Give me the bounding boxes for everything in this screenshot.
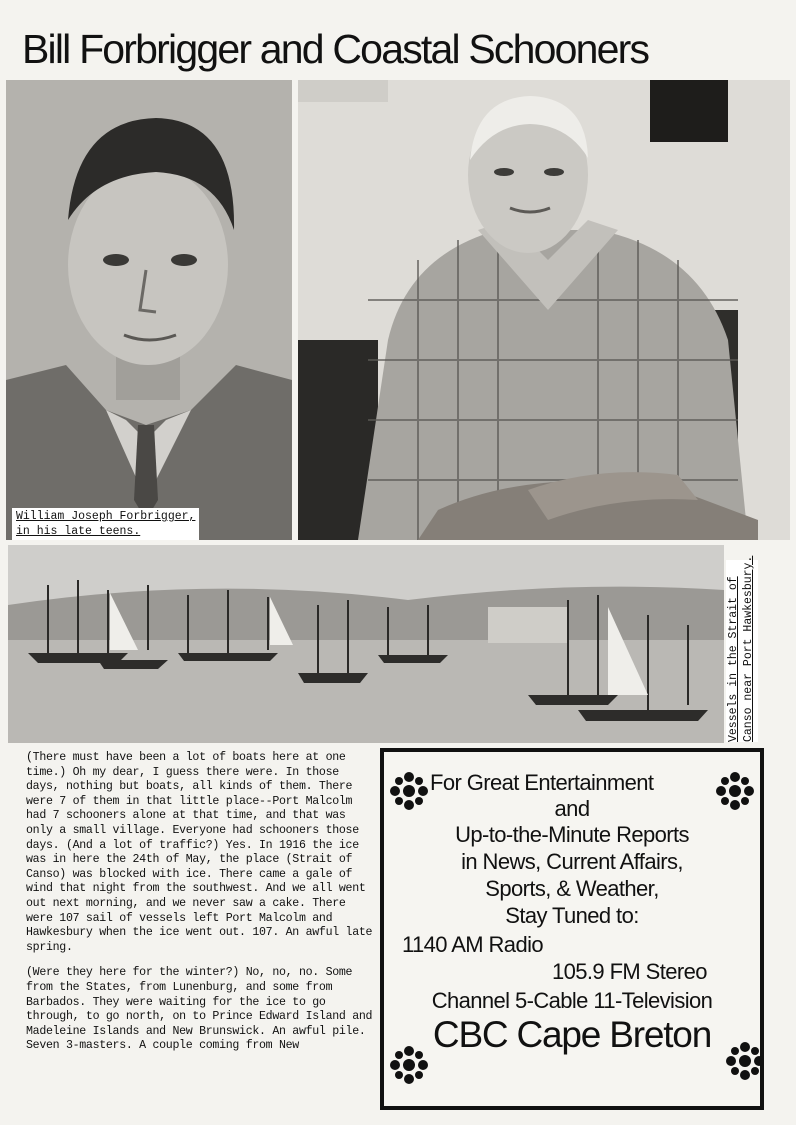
ad-line-stay-tuned: Stay Tuned to: (505, 903, 639, 928)
caption-harbour-photo (726, 555, 758, 742)
caption-young-photo (12, 508, 199, 540)
article-body (26, 751, 374, 1065)
portrait-photo-young (6, 80, 292, 540)
ad-line-am-radio: 1140 AM Radio (402, 932, 544, 957)
ad-brand-name: CBC Cape Breton (432, 1014, 712, 1055)
page-title: Bill Forbrigger and Coastal Schooners (22, 26, 649, 72)
article-paragraph-1: (There must have been a lot of boats here at one time.) Oh my dear, I guess there were. In those days, nothing but boats, all kinds of them. There were 7 of them in that little place--Port Malcolm had 7 schooners alone at that time, and that was only a small village. Everyone had schooners those days. (And a lot of traffic?) Yes. In 1916 the ice was in here the 24th of May, the place (Strait of Canso) was blocked with ice. There came a gale of wind that night from the southwest. And we all went out next morning, and we never saw a cake. There were 107 sail of vessels left Port Malcolm and Hawkesbury when the ice went out. 107. An awful late spring. (26, 751, 373, 954)
ad-line-television: Channel 5-Cable 11-Television (431, 988, 713, 1013)
ad-line-sports: Sports, & Weather, (485, 876, 659, 901)
portrait-young-drawing (6, 80, 292, 540)
ad-line-entertainment: For Great Entertainment (430, 770, 654, 795)
harbour-photo (8, 545, 724, 743)
portrait-old-drawing (298, 80, 790, 540)
caption-young-line2: in his late teens. (16, 525, 141, 538)
caption-harbour-line2: Canso near Port Hawkesbury. (742, 555, 755, 742)
harbour-drawing (8, 545, 724, 743)
ad-line-news: in News, Current Affairs, (461, 849, 683, 874)
ad-line-and: and (554, 796, 590, 821)
caption-harbour-line1: Vessels in the Strait of (727, 576, 740, 742)
caption-young-line1: William Joseph Forbrigger, (16, 510, 196, 523)
ad-line-reports: Up-to-the-Minute Reports (455, 822, 689, 847)
cbc-advertisement (380, 748, 764, 1110)
ad-line-fm-stereo: 105.9 FM Stereo (552, 959, 707, 984)
article-paragraph-2: (Were they here for the winter?) No, no, no. Some from the States, from Lunenburg, and some from Barbados. They were waiting for the ice to go through, to go north, on to Prince Edward Island and Madeleine Islands and New Brunswick. An awful pile. Seven 3-masters. A couple coming from New (26, 966, 373, 1053)
portrait-photo-old (298, 80, 790, 540)
